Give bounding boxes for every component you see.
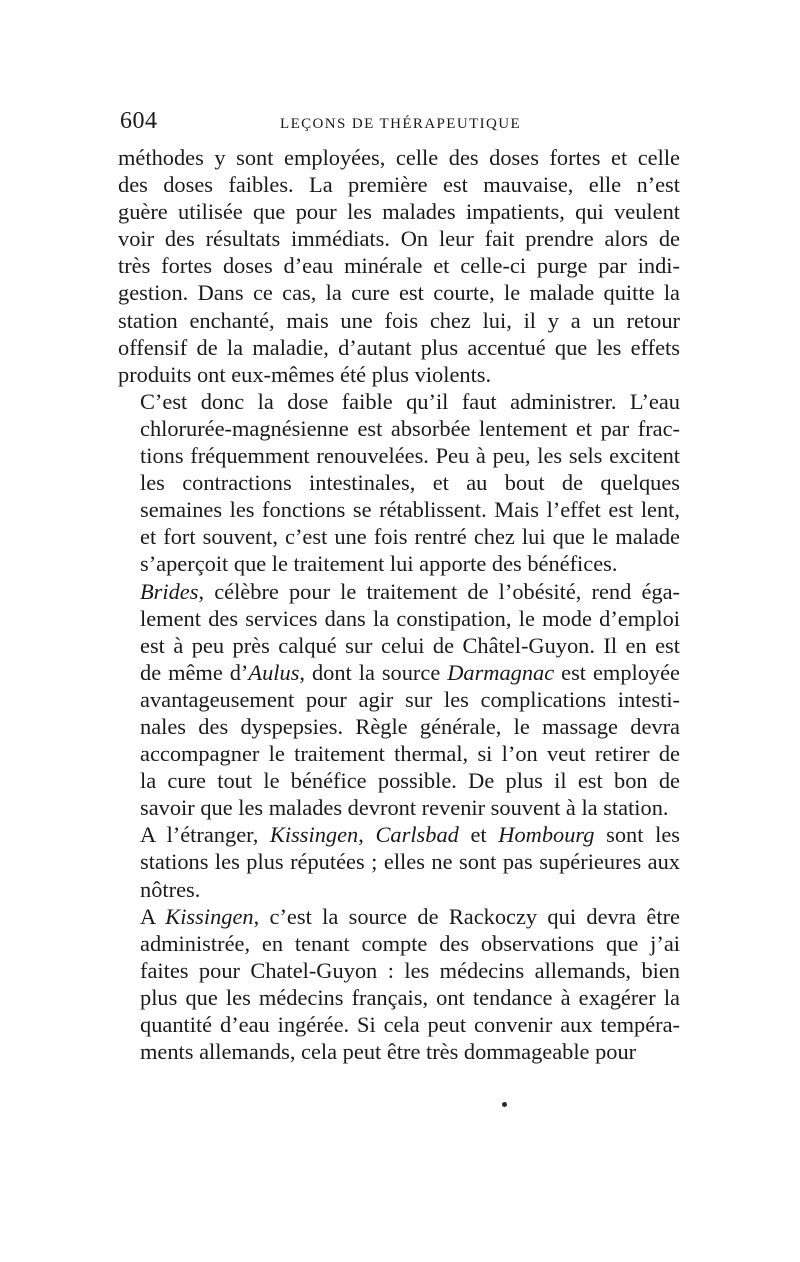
- text-line: nôtres.: [140, 876, 201, 902]
- text-line: les contractions intestinales, et au bout de quelques: [140, 470, 680, 496]
- paragraph-doses: [118, 144, 680, 388]
- paragraph-kissingen: [118, 903, 680, 1066]
- text-line: gestion. Dans ce cas, la cure est courte, le malade quitte la: [118, 280, 680, 306]
- text-line: avantageusement pour agir sur les complications intesti-: [140, 686, 680, 712]
- text-line: nales des dyspepsies. Règle générale, le massage devra: [140, 713, 680, 739]
- text-line: administrée, en tenant compte des observations que j’ai: [140, 930, 680, 956]
- text-line: savoir que les malades devront revenir souvent à la station.: [140, 795, 669, 821]
- text-line: tions fréquemment renouvelées. Peu à peu, les sels excitent: [140, 443, 680, 469]
- text-line: lement des services dans la constipation, le mode d’emploi: [140, 605, 680, 631]
- text-line: méthodes y sont employées, celle des doses fortes et celle: [118, 145, 680, 170]
- text-line: ments allemands, cela peut être très dommageable pour: [140, 1039, 637, 1065]
- running-head: [118, 108, 680, 144]
- text-line: s’aperçoit que le traitement lui apporte des bénéfices.: [140, 551, 618, 577]
- page-speck: [502, 1102, 507, 1107]
- text-line: et fort souvent, c’est une fois rentré chez lui que le malade: [140, 524, 680, 550]
- text-line: chlorurée-magnésienne est absorbée lentement et par frac-: [140, 415, 680, 441]
- text-line: de même d’Aulus, dont la source Darmagnac est employée: [140, 659, 680, 685]
- text-line: voir des résultats immédiats. On leur fait prendre alors de: [118, 226, 680, 252]
- text-line: Brides, célèbre pour le traitement de l’obésité, rend éga-: [140, 578, 680, 604]
- text-line: C’est donc la dose faible qu’il faut administrer. L’eau: [140, 388, 680, 414]
- running-title: LEÇONS DE THÉRAPEUTIQUE: [280, 116, 522, 132]
- text-line: plus que les médecins français, ont tendance à exagérer la: [140, 984, 680, 1010]
- text-line: A l’étranger, Kissingen, Carlsbad et Hombourg sont les: [140, 822, 680, 848]
- text-line: accompagner le traitement thermal, si l’on veut retirer de: [140, 741, 680, 767]
- text-line: très fortes doses d’eau minérale et celle-ci purge par indi-: [118, 253, 680, 279]
- text-line: quantité d’eau ingérée. Si cela peut convenir aux tempéra-: [140, 1012, 680, 1037]
- text-line: station enchanté, mais une fois chez lui, il y a un retour: [118, 307, 680, 333]
- text-line: A Kissingen, c’est la source de Rackoczy qui devra être: [140, 903, 680, 929]
- page-number: 604: [120, 108, 158, 134]
- text-line: semaines les fonctions se rétablissent. Mais l’effet est lent,: [140, 497, 680, 523]
- text-line: la cure tout le bénéfice possible. De plus il est bon de: [140, 768, 680, 794]
- text-line: faites pour Chatel-Guyon : les médecins allemands, bien: [140, 957, 680, 983]
- paragraph-etranger: [118, 821, 680, 902]
- text-line: des doses faibles. La première est mauvaise, elle n’est: [118, 172, 680, 198]
- text-line: guère utilisée que pour les malades impatients, qui veulent: [118, 199, 680, 225]
- paragraph-dose-faible: [118, 388, 680, 578]
- book-page: [118, 108, 680, 1065]
- body-text: [118, 144, 680, 1065]
- paragraph-brides-aulus: [118, 578, 680, 822]
- text-line: stations les plus réputées ; elles ne sont pas supérieures aux: [140, 849, 680, 875]
- text-line: produits ont eux-mêmes été plus violents.: [118, 361, 492, 387]
- text-line: est à peu près calqué sur celui de Châtel-Guyon. Il en est: [140, 632, 680, 658]
- text-line: offensif de la maladie, d’autant plus accentué que les effets: [118, 334, 680, 360]
